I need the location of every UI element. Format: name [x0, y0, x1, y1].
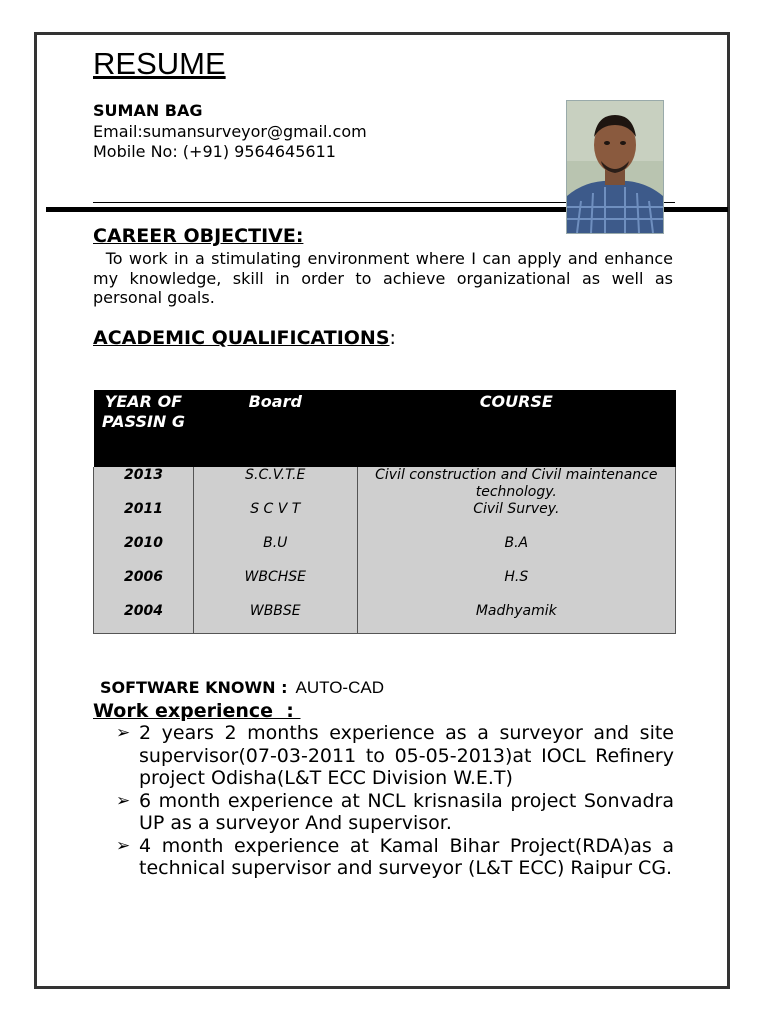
table-row: [94, 569, 676, 603]
list-item: [93, 790, 674, 835]
column-header-course: COURSE: [357, 390, 675, 467]
cell-year: 2011: [94, 501, 194, 535]
mobile-line: Mobile No: (+91) 9564645611: [93, 142, 336, 161]
software-value: AUTO-CAD: [295, 678, 384, 697]
email-line: Email:sumansurveyor@gmail.com: [93, 122, 367, 141]
software-known: [100, 678, 384, 698]
cell-board: B.U: [193, 535, 357, 569]
table-row: [94, 535, 676, 569]
cell-course: Madhyamik: [357, 603, 675, 633]
cell-board: WBCHSE: [193, 569, 357, 603]
academic-heading: [93, 327, 396, 349]
work-item-text: 2 years 2 months experience as a surveyor and site supervisor(07-03-2011 to 05-05-2013)at IOCL Refinery project Odisha(L&T ECC Division W.E.T): [139, 722, 674, 789]
cell-board: S C V T: [193, 501, 357, 535]
cell-course: H.S: [357, 569, 675, 603]
cell-year: 2013: [94, 467, 194, 501]
resume-title: RESUME: [93, 46, 226, 81]
career-objective-text: To work in a stimulating environment where I can apply and enhance my knowledge, skill in order to achieve organizational as well as personal goals.: [93, 249, 679, 307]
cell-course: Civil Survey.: [357, 501, 675, 535]
work-experience-list: [93, 722, 674, 880]
cell-course: B.A: [357, 535, 675, 569]
cell-board: WBBSE: [193, 603, 357, 633]
work-item-text: 4 month experience at Kamal Bihar Project(RDA)as a technical supervisor and surveyor (L&T ECC) Raipur CG.: [139, 834, 674, 879]
cell-year: 2006: [94, 569, 194, 603]
table-header-row: [94, 390, 676, 467]
qualifications-table: [93, 390, 676, 634]
work-experience-heading: Work experience :: [93, 700, 301, 722]
cell-course: Civil construction and Civil maintenance technology.: [357, 467, 675, 501]
profile-photo: [566, 100, 664, 234]
list-item: [93, 835, 674, 880]
list-item: [93, 722, 674, 790]
column-header-board: Board: [193, 390, 357, 467]
arrow-bullet-icon: ➢: [116, 790, 131, 811]
column-header-year: YEAR OF PASSIN G: [94, 390, 194, 467]
career-objective-heading: CAREER OBJECTIVE:: [93, 225, 304, 247]
academic-heading-colon: :: [389, 327, 396, 349]
cell-year: 2004: [94, 603, 194, 633]
academic-heading-text: ACADEMIC QUALIFICATIONS: [93, 327, 390, 349]
table-row: [94, 603, 676, 633]
software-label: SOFTWARE KNOWN :: [100, 678, 288, 697]
arrow-bullet-icon: ➢: [116, 835, 131, 856]
cell-board: S.C.V.T.E: [193, 467, 357, 501]
arrow-bullet-icon: ➢: [116, 723, 131, 743]
work-item-text: 6 month experience at NCL krisnasila project Sonvadra UP as a surveyor And supervisor.: [139, 789, 674, 834]
candidate-name: SUMAN BAG: [93, 101, 203, 120]
cell-year: 2010: [94, 535, 194, 569]
table-row: [94, 501, 676, 535]
table-row: [94, 467, 676, 501]
